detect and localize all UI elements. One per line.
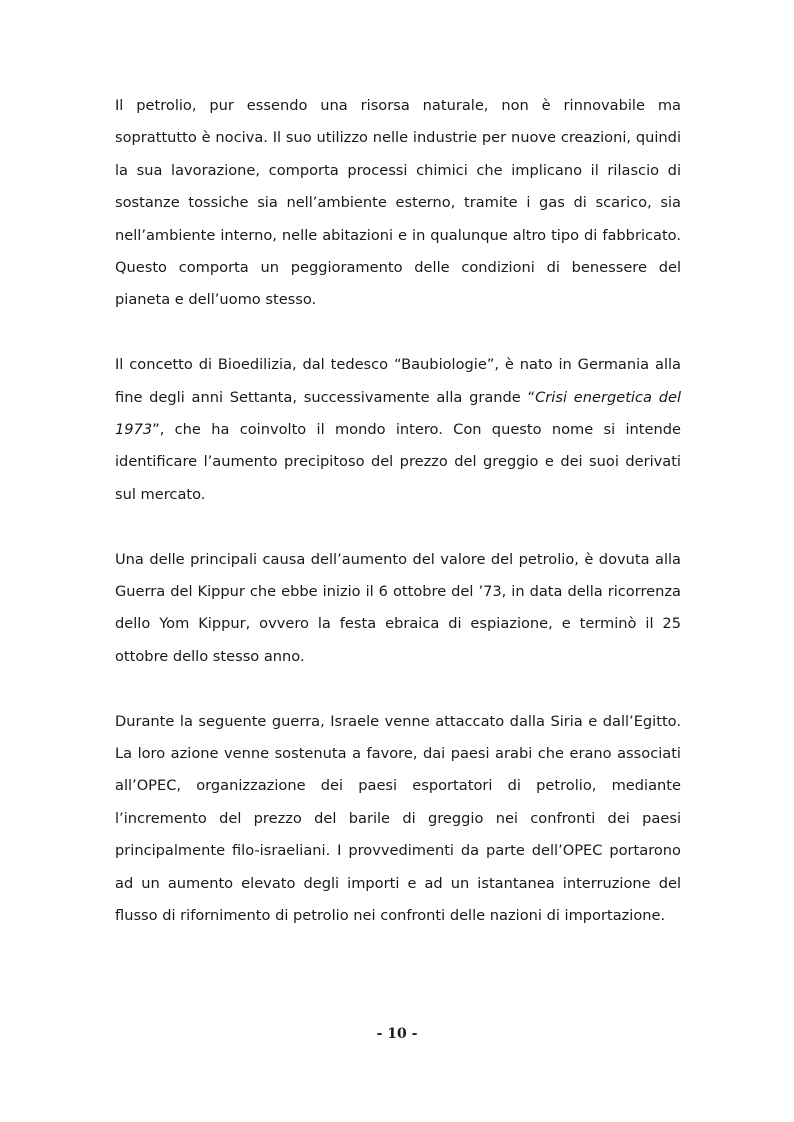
paragraph-petrolio: Il petrolio, pur essendo una risorsa naturale, non è rinnovabile ma soprattutto è nociva. Il suo utilizzo nelle industrie per nuove creazioni, quindi la sua lavorazione, comporta processi chimici che implicano il rilascio di sostanze tossiche sia nell’ambiente esterno, tramite i gas di scarico, sia nell’ambiente interno, nelle abitazioni e in qualunque altro tipo di fabbricato. Questo comporta un peggioramento delle condizioni di benessere del pianeta e dell’uomo stesso. bbox=[115, 97, 681, 309]
document-body bbox=[115, 90, 681, 933]
paragraph-guerra-kippur: Una delle principali causa dell’aumento del valore del petrolio, è dovuta alla Guerra del Kippur che ebbe inizio il 6 ottobre del ’73, in data della ricorrenza dello Yom Kippur, ovvero la festa ebraica di espiazione, e terminò il 25 ottobre dello stesso anno. bbox=[115, 550, 681, 665]
page-number: - 10 - bbox=[376, 1026, 418, 1042]
paragraph-bioedilizia bbox=[115, 349, 681, 511]
crisi-energetica-emphasis: Crisi energetica del 1973 bbox=[115, 388, 682, 439]
paragraph-opec: Durante la seguente guerra, Israele venne attaccato dalla Siria e dall’Egitto. La loro azione venne sostenuta a favore, dai paesi arabi che erano associati all’OPEC, organizzazione dei paesi esportatori di petrolio, mediante l’incremento del prezzo del barile di greggio nei confronti dei paesi principalmente filo-israeliani. I provvedimenti da parte dell’OPEC portarono ad un aumento elevato degli importi e ad un istantanea interruzione del flusso di rifornimento di petrolio nei confronti delle nazioni di importazione. bbox=[115, 712, 681, 925]
paragraph-bioedilizia-start: Il concetto di Bioedilizia, dal tedesco “Baubiologie”, è nato in Germania alla fine degli anni Settanta, successivamente alla grande “ bbox=[115, 356, 681, 406]
paragraph-bioedilizia-end: ”, che ha coinvolto il mondo intero. Con questo nome si intende identificare l’aumento precipitoso del prezzo del greggio e dei suoi derivati sul mercato. bbox=[115, 421, 681, 503]
